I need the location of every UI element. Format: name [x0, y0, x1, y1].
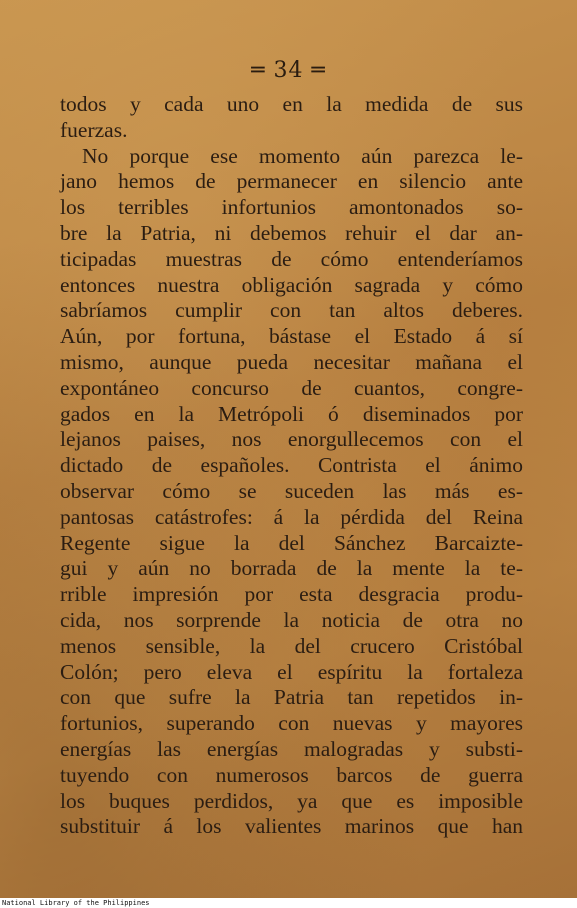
- text-line: bre la Patria, ni debemos rehuir el dar an-: [60, 220, 523, 245]
- text-line: con que sufre la Patria tan repetidos in-: [60, 685, 523, 710]
- text-line: tuyendo con numerosos barcos de guerra: [60, 762, 523, 787]
- text-line: entonces nuestra obligación sagrada y cómo: [60, 272, 523, 297]
- text-line: dictado de españoles. Contrista el ánimo: [60, 453, 523, 478]
- text-line: substituir á los valientes marinos que han: [60, 814, 523, 839]
- text-line: expontáneo concurso de cuantos, congre-: [60, 375, 523, 400]
- text-line: jano hemos de permanecer en silencio ante: [60, 169, 523, 194]
- text-line: los buques perdidos, ya que es imposible: [60, 788, 523, 813]
- text-line: No porque ese momento aún parezca le-: [82, 143, 523, 168]
- text-line: Regente sigue la del Sánchez Barcaizte-: [60, 530, 523, 555]
- text-line: gui y aún no borrada de la mente la te-: [60, 556, 523, 581]
- text-line: fuerzas.: [60, 117, 128, 142]
- text-line: observar cómo se suceden las más es-: [60, 478, 523, 503]
- text-line: pantosas catástrofes: á la pérdida del Reina: [60, 504, 523, 529]
- text-line: los terribles infortunios amontonados so-: [60, 195, 523, 220]
- text-line: energías las energías malogradas y substi-: [60, 736, 523, 761]
- library-credit: National Library of the Philippines: [2, 898, 577, 908]
- text-line: cida, nos sorprende la noticia de otra no: [60, 607, 523, 632]
- text-line: todos y cada uno en la medida de sus: [60, 92, 523, 116]
- text-line: Aún, por fortuna, bástase el Estado á sí: [60, 324, 523, 349]
- text-line: gados en la Metrópoli ó diseminados por: [60, 401, 523, 426]
- text-line: sabríamos cumplir con tan altos deberes.: [60, 298, 523, 323]
- body-text: [60, 92, 523, 840]
- text-line: ticipadas muestras de cómo entenderíamos: [60, 246, 523, 271]
- page-number: ═ 34 ═: [251, 58, 326, 83]
- text-line: menos sensible, la del crucero Cristóbal: [60, 633, 523, 658]
- text-line: fortunios, superando con nuevas y mayores: [60, 711, 523, 736]
- text-line: mismo, aunque pueda necesitar mañana el: [60, 349, 523, 374]
- text-line: lejanos paises, nos enorgullecemos con el: [60, 427, 523, 452]
- text-line: rrible impresión por esta desgracia produ-: [60, 582, 523, 607]
- text-line: Colón; pero eleva el espíritu la fortaleza: [60, 659, 523, 684]
